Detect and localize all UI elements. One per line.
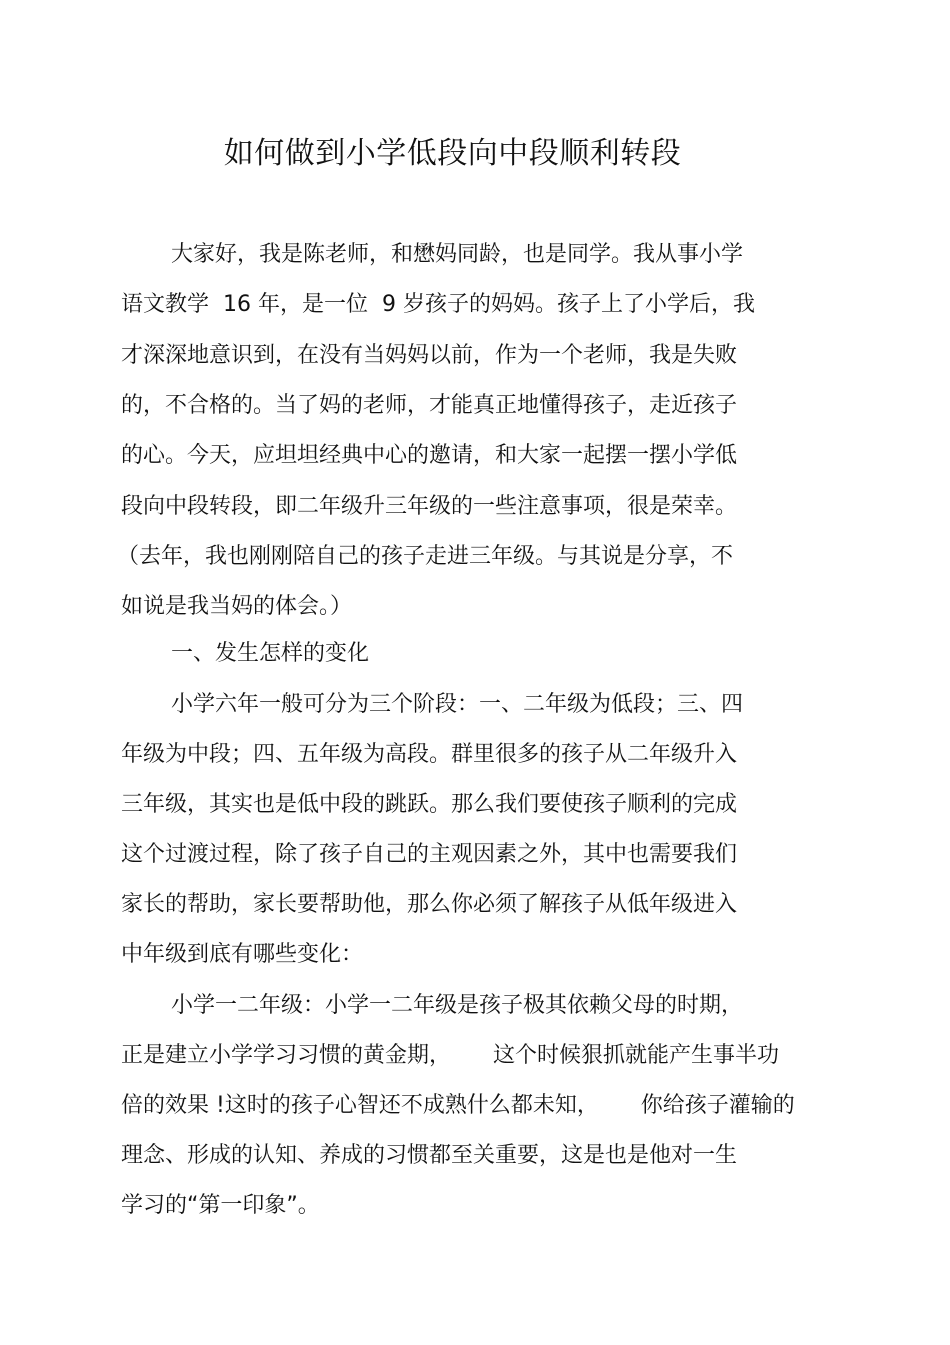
document-title: 如何做到小学低段向中段顺利转段 <box>223 136 682 171</box>
text-line: 的，不合格的。当了妈的老师，才能真正地懂得孩子，走近孩子 <box>121 393 738 418</box>
text-line: 年级为中段；四、五年级为高段。群里很多的孩子从二年级升入 <box>121 742 738 767</box>
text-line: 这个过渡过程，除了孩子自己的主观因素之外，其中也需要我们 <box>121 842 738 867</box>
text-line: （去年，我也刚刚陪自己的孩子走进三年级。与其说是分享，不 <box>117 544 734 569</box>
text-line: 理念、形成的认知、养成的习惯都至关重要，这是也是他对一生 <box>121 1143 738 1168</box>
section-heading: 一、发生怎样的变化 <box>171 641 370 666</box>
text-line: 大家好，我是陈老师，和懋妈同龄，也是同学。我从事小学 <box>171 242 744 267</box>
text-line: 学习的“第一印象”。 <box>121 1193 320 1218</box>
text-line: 正是建立小学学习习惯的黄金期， 这个时候狠抓就能产生事半功 <box>121 1043 779 1068</box>
text-line: 段向中段转段，即二年级升三年级的一些注意事项，很是荣幸。 <box>121 494 738 519</box>
text-line: 中年级到底有哪些变化： <box>121 942 364 967</box>
text-line: 小学一二年级：小学一二年级是孩子极其依赖父母的时期， <box>171 993 744 1018</box>
text-line: 才深深地意识到，在没有当妈妈以前，作为一个老师，我是失败 <box>121 343 738 368</box>
text-line: 的心。今天，应坦坦经典中心的邀请，和大家一起摆一摆小学低 <box>121 443 738 468</box>
text-line: 语文教学 16 年，是一位 9 岁孩子的妈妈。孩子上了小学后，我 <box>121 292 755 317</box>
text-line: 如说是我当妈的体会。） <box>121 594 353 619</box>
text-line: 家长的帮助，家长要帮助他，那么你必须了解孩子从低年级进入 <box>121 892 738 917</box>
text-line: 三年级，其实也是低中段的跳跃。那么我们要使孩子顺利的完成 <box>121 792 738 817</box>
text-line: 小学六年一般可分为三个阶段：一、二年级为低段；三、四 <box>171 692 744 717</box>
text-line: 倍的效果 !这时的孩子心智还不成熟什么都未知， 你给孩子灌输的 <box>121 1093 795 1118</box>
